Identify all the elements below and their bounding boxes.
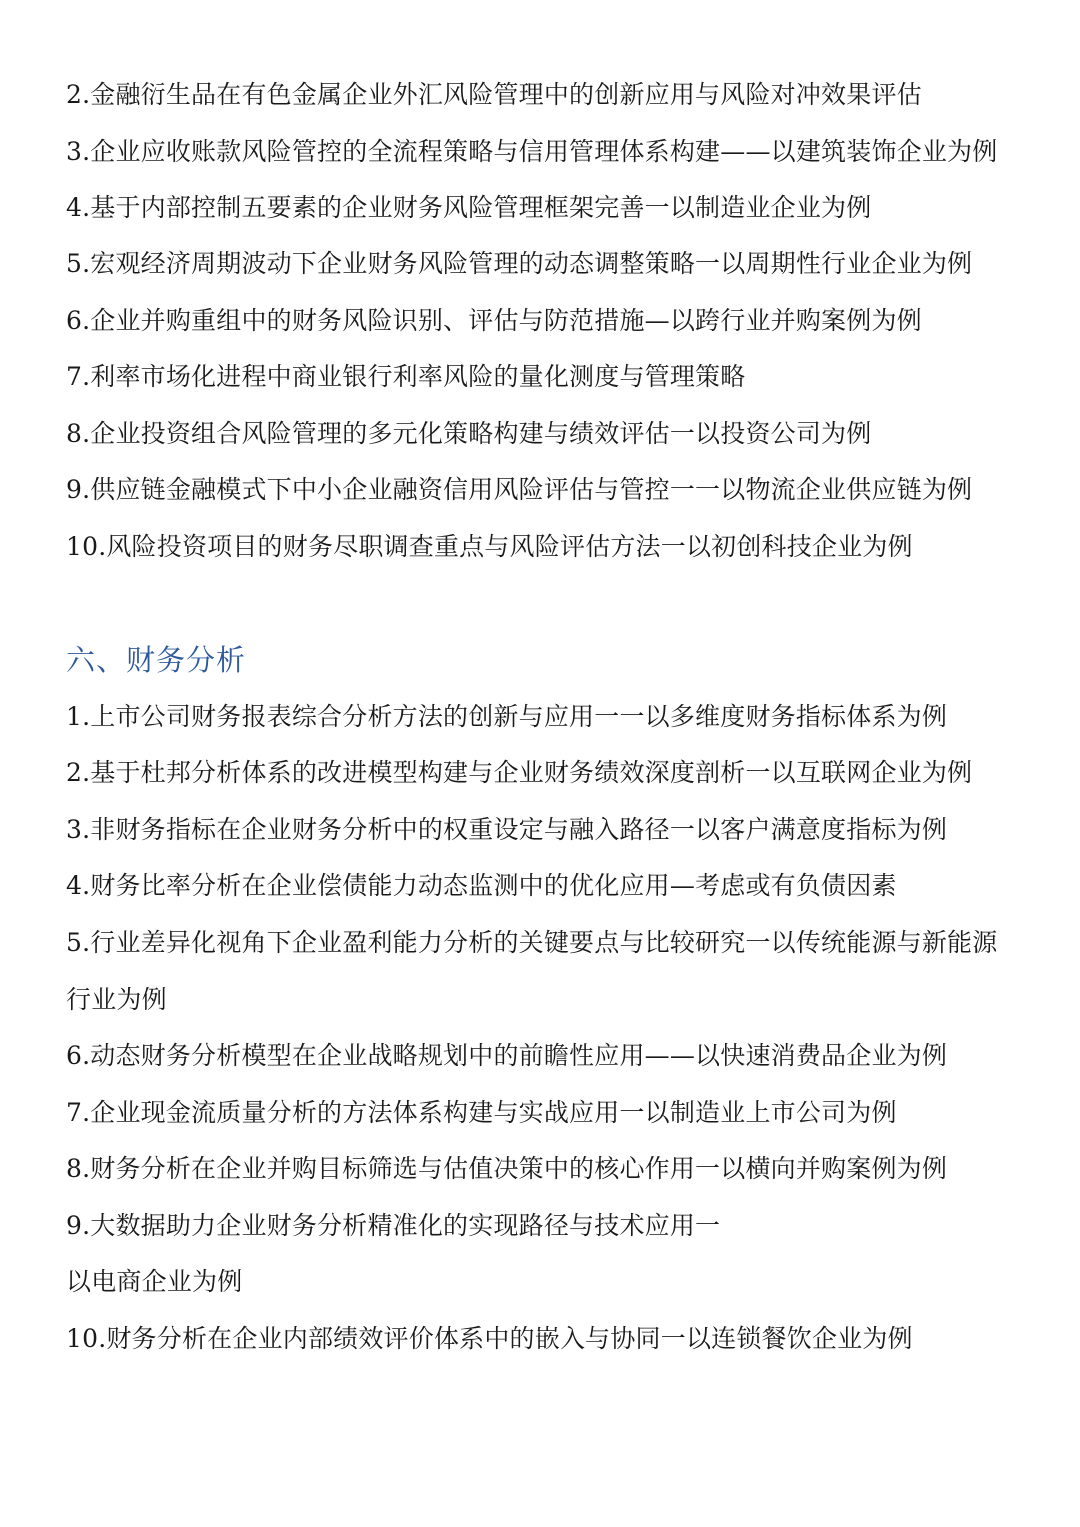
list-item: 9.供应链金融模式下中小企业融资信用风险评估与管控一一以物流企业供应链为例 — [66, 475, 973, 504]
list-item: 2.金融衍生品在有色金属企业外汇风险管理中的创新应用与风险对冲效果评估 — [66, 80, 922, 109]
list-item: 4.基于内部控制五要素的企业财务风险管理框架完善一以制造业企业为例 — [66, 193, 872, 222]
list-item-continuation: 行业为例 — [66, 985, 167, 1014]
list-item: 6.动态财务分析模型在企业战略规划中的前瞻性应用——以快速消费品企业为例 — [66, 1041, 948, 1070]
list-item: 6.企业并购重组中的财务风险识别、评估与防范措施—以跨行业并购案例为例 — [66, 306, 922, 335]
list-item: 8.企业投资组合风险管理的多元化策略构建与绩效评估一以投资公司为例 — [66, 419, 872, 448]
list-item-continuation: 以电商企业为例 — [66, 1267, 243, 1296]
list-item: 3.企业应收账款风险管控的全流程策略与信用管理体系构建——以建筑装饰企业为例 — [66, 137, 998, 166]
list-item: 1.上市公司财务报表综合分析方法的创新与应用一一以多维度财务指标体系为例 — [66, 702, 948, 731]
list-item: 2.基于杜邦分析体系的改进模型构建与企业财务绩效深度剖析一以互联网企业为例 — [66, 758, 973, 787]
list-item: 3.非财务指标在企业财务分析中的权重设定与融入路径一以客户满意度指标为例 — [66, 815, 948, 844]
list-item: 10.财务分析在企业内部绩效评价体系中的嵌入与协同一以连锁餐饮企业为例 — [66, 1324, 913, 1353]
list-item: 10.风险投资项目的财务尽职调查重点与风险评估方法一以初创科技企业为例 — [66, 532, 913, 561]
list-item: 9.大数据助力企业财务分析精准化的实现路径与技术应用一 — [66, 1211, 721, 1240]
list-item: 8.财务分析在企业并购目标筛选与估值决策中的核心作用一以横向并购案例为例 — [66, 1154, 948, 1183]
list-item: 5.行业差异化视角下企业盈利能力分析的关键要点与比较研究一以传统能源与新能源 — [66, 928, 998, 957]
list-item: 7.利率市场化进程中商业银行利率风险的量化测度与管理策略 — [66, 362, 746, 391]
list-item: 4.财务比率分析在企业偿债能力动态监测中的优化应用—考虑或有负债因素 — [66, 871, 897, 900]
list-item: 7.企业现金流质量分析的方法体系构建与实战应用一以制造业上市公司为例 — [66, 1098, 897, 1127]
section-heading: 六、财务分析 — [66, 643, 247, 677]
list-item: 5.宏观经济周期波动下企业财务风险管理的动态调整策略一以周期性行业企业为例 — [66, 249, 973, 278]
